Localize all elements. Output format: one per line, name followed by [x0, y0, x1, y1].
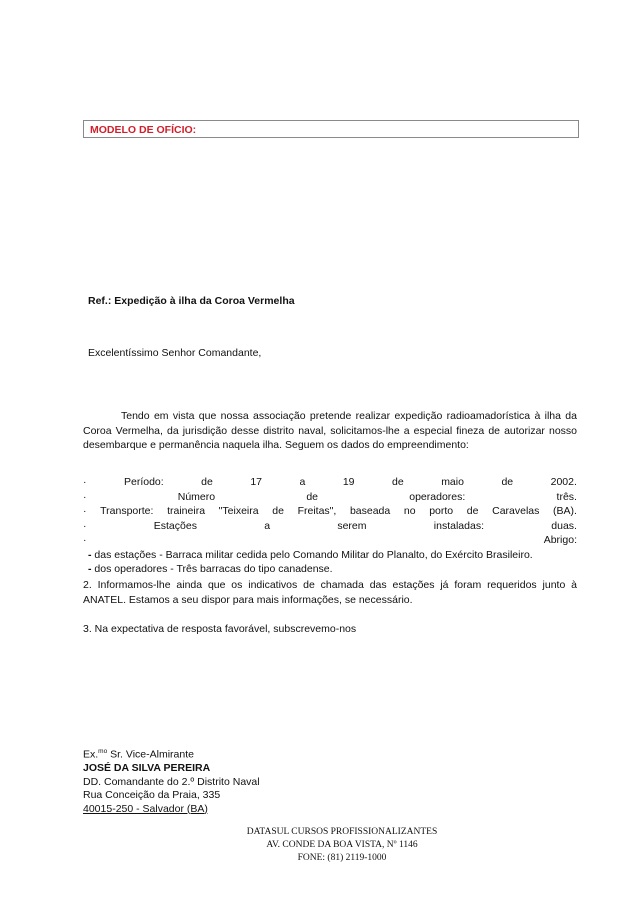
footer-phone: FONE: (81) 2119-1000: [297, 853, 387, 863]
detail-word: de: [466, 505, 479, 517]
footer-company: DATASUL CURSOS PROFISSIONALIZANTES: [246, 827, 438, 837]
detail-sub-operators-text: dos operadores - Três barracas do tipo canadense.: [91, 563, 333, 575]
detail-word: 19: [342, 476, 355, 488]
detail-line-transport: [83, 504, 577, 519]
addressee-street: Rua Conceição da Praia, 335: [83, 789, 221, 801]
detail-word: 17: [250, 476, 263, 488]
detail-word: (BA).: [553, 505, 577, 517]
detail-word: a: [264, 519, 271, 532]
detail-word: "Teixeira: [218, 505, 259, 517]
detail-word: três.: [556, 490, 577, 503]
detail-word: maio: [441, 476, 464, 488]
detail-line-shelter: [83, 533, 577, 548]
paragraph-anatel: 2. Informamos-lhe ainda que os indicativos de chamada das estações já foram requeridos junto à ANATEL. Estamos a seu dispor para mais informações, se necessário.: [83, 579, 577, 606]
addressee-role: DD. Comandante do 2.º Distrito Naval: [83, 775, 260, 788]
detail-word: no: [403, 505, 416, 517]
detail-word: de: [306, 490, 319, 503]
footer: [0, 826, 638, 865]
detail-word: ·: [83, 476, 87, 488]
addressee-name: JOSÉ DA SILVA PEREIRA: [83, 762, 211, 774]
detail-word: ·: [83, 519, 87, 532]
paragraph-intro: Tendo em vista que nossa associação pretende realizar expedição radioamadorística à ilha da Coroa Vermelha, da jurisdição desse distrito naval, solicitamos-lhe a especial fineza de autorizar nosso desembarque e permanência naquela ilha. Seguem os dados do empreendimento:: [83, 410, 577, 451]
reference-line: Ref.: Expedição à ilha da Coroa Vermelha: [88, 295, 295, 307]
detail-word: a: [299, 476, 306, 488]
detail-word: de: [201, 476, 213, 488]
detail-word: operadores:: [409, 490, 466, 503]
detail-word: de: [272, 505, 284, 517]
detail-line-stations: [83, 519, 577, 534]
detail-word: de: [501, 476, 514, 488]
detail-line-period: [83, 475, 577, 490]
addressee-city: 40015-250 - Salvador (BA): [83, 802, 208, 815]
detail-line-operators: [83, 490, 577, 505]
dash-bullet: -: [88, 548, 92, 561]
detail-word: Abrigo:: [543, 534, 577, 546]
detail-word: Caravelas: [492, 505, 540, 517]
detail-word: ·: [83, 505, 87, 517]
detail-word: Número: [177, 490, 216, 503]
detail-word: porto: [429, 505, 454, 517]
detail-word: traineira: [167, 505, 206, 517]
detail-sub-stations: [83, 548, 577, 563]
detail-word: duas.: [551, 519, 577, 532]
detail-word: baseada: [349, 505, 391, 517]
detail-word: instaladas:: [433, 519, 484, 532]
details-list: [83, 475, 577, 577]
addressee-block: [83, 745, 260, 816]
detail-word: ·: [83, 534, 87, 546]
detail-word: de: [392, 476, 404, 488]
header-box: [83, 120, 579, 138]
paragraph-closing: 3. Na expectativa de resposta favorável, subscrevemo-nos: [83, 623, 357, 635]
detail-word: Freitas",: [297, 505, 337, 517]
detail-sub-operators: [83, 562, 577, 577]
detail-sub-stations-text: das estações - Barraca militar cedida pelo Comando Militar do Planalto, do Exército Brasileiro.: [91, 548, 533, 561]
detail-word: Período:: [123, 476, 164, 488]
title-rest: Sr. Vice-Almirante: [107, 748, 194, 761]
footer-address: AV. CONDE DA BOA VISTA, Nº 1146: [266, 840, 418, 850]
title-prefix: Ex.: [83, 748, 99, 761]
dash-bullet: -: [88, 563, 92, 575]
detail-word: Transporte:: [100, 505, 154, 517]
detail-word: ·: [83, 490, 87, 503]
addressee-title: [83, 745, 260, 762]
salutation: Excelentíssimo Senhor Comandante,: [88, 347, 262, 359]
detail-word: Estações: [153, 519, 197, 532]
header-label: MODELO DE OFÍCIO:: [90, 124, 197, 136]
detail-word: 2002.: [550, 476, 577, 488]
title-sup: mo: [98, 748, 108, 755]
detail-word: serem: [337, 519, 367, 532]
